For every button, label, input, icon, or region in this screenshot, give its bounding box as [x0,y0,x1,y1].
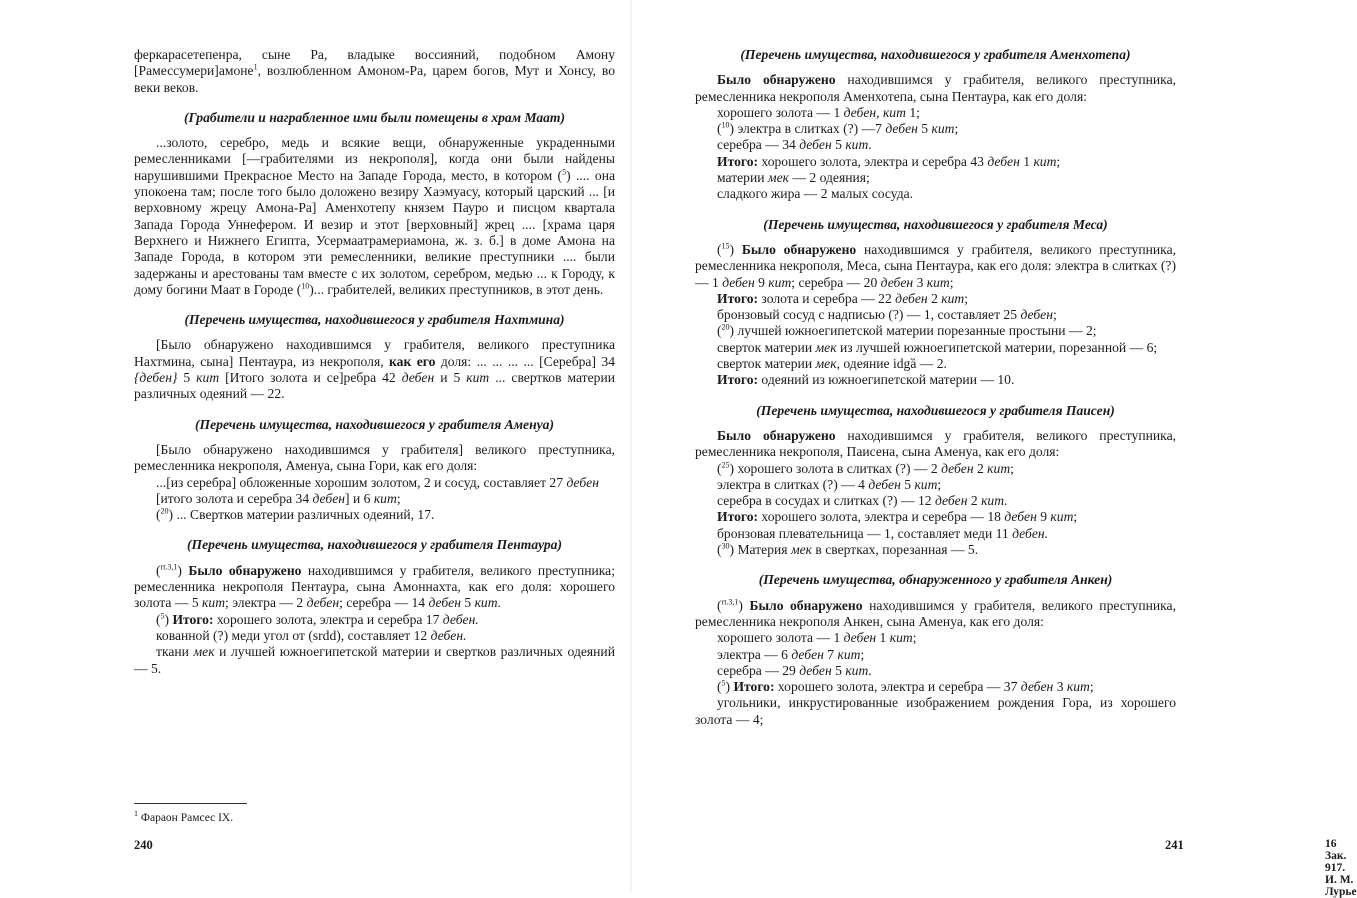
paragraph: [Было обнаружено находившимся у грабителя, великого преступника Нахтмина, сына] Пентаура, из некрополя, как его доля: ... ... ... ... [Серебра] 34 {дебен} 5 кит [Итого золота и се]ребра 42 дебен и 5 кит ... свертков материи различных одеяний — 22. [134,337,616,402]
section-heading: (Перечень имущества, находившегося у грабителя Пентаура) [187,537,562,553]
list-item: сверток материи мек, одеяние idgȁ — 2. [717,356,947,372]
list-item: бронзовый сосуд с надписью (?) — 1, составляет 25 дебен; [717,307,1057,323]
list-item: ($^5$) Итого: хорошего золота, электра и серебра — 37 дебен 3 кит; [717,678,1094,695]
paragraph: [Было обнаружено находившимся у грабителя] великого преступника, ремесленника некрополя, Аменуа, сына Гори, как его доля: [134,441,615,474]
left-text-column [134,47,615,677]
list-item: ($^{10}$) электра в слитках (?) —7 дебен 5 кит; [717,120,959,137]
list-item: материи мек — 2 одеяния; [717,170,870,186]
list-item: электра в слитках (?) — 4 дебен 5 кит; [717,476,942,492]
paragraph: феркарасетепенра, сыне Ра, владыке воссияний, подобном Амону [Рамессумери]амоне$^1$, возлюбленном Амоном-Ра, царем богов, Мут и Хонсу, во веки веков. [134,47,615,95]
list-item: [итого золота и серебра 34 дебен] и 6 кит; [156,490,401,506]
item-list [695,105,1176,203]
list-item: электра — 6 дебен 7 кит; [717,646,865,662]
list-item: серебра — 29 дебен 5 кит. [717,662,872,678]
item-list [695,356,1176,389]
item-list [695,291,1176,340]
list-item: Итого: хорошего золота, электра и серебра — 18 дебен 9 кит; [717,509,1078,525]
list-item: серебра в сосудах и слитках (?) — 12 дебен 2 кит. [717,493,1008,509]
section-heading: (Перечень имущества, находившегося у грабителя Аменхотепа) [740,47,1131,62]
section-heading: (Перечень имущества, находившегося у грабителя Нахтмина) [184,312,565,328]
paragraph: Было обнаружено находившимся у грабителя, великого преступника, ремесленника некрополя, Паисена, сына Аменуа, как его доля: [695,427,1177,460]
list-item: кованной (?) меди угол от (srdd), составляет 12 дебен. [156,627,467,643]
list-item: хорошего золота — 1 дебен, кит 1; [717,104,920,120]
list-item: Итого: золота и серебра — 22 дебен 2 кит; [717,290,969,306]
paragraph: ($^{rt.3,1}$) Было обнаружено находившимся у грабителя, великого преступника; ремесленника некрополя Пентаура, сына Амоннахта, как его доля: хорошего золота — 5 кит; электра — 2 дебен; серебра — 14 дебен 5 кит. [134,562,615,611]
paragraph: угольники, инкрустированные изображением рождения Гора, из хорошего золота — 4; [695,695,1176,727]
item-list [695,630,1176,695]
item-list [134,475,615,524]
section-heading: (Перечень имущества, обнаруженного у грабителя Анкен) [758,572,1113,588]
page-number-left: 240 [134,838,153,852]
paragraph: ...золото, серебро, медь и всякие вещи, обнаруженные украденными ремесленниками [—грабителями из некрополя], когда они были найдены нарушившими Прекрасное Место на Западе Города, место, в котором ($^5$) .... она упокоена там; после того было доложено везиру Хаэмуасу, который царский ... [и верховному жрецу Амона-Ра] Аменхотепу князем Пауро и писцом квартала Запада Города Уннефером. И везир и этот [верховный] жрец .... [храма царя Верхнего и Нижнего Египта, Усермаатрамериамона, ж. з. б.] в доме Амона на Западе Города, в котором эти ремесленники, великие преступники .... были задержаны и арестованы там вместе с их золотом, серебром, медью ... к Городу, к дому богини Маат в Городе ($^{10}$)... грабителей, великих преступников, в этот день. [134,135,615,297]
list-item: Итого: хорошего золота, электра и серебра 43 дебен 1 кит; [717,153,1061,169]
section-heading: (Грабители и награбленное ими были помещены в храм Маат) [183,109,566,125]
paragraph: ткани мек и лучшей южноегипетской материи и свертков различных одеяний — 5. [134,644,615,676]
list-item: бронзовая плевательница — 1, составляет меди 11 дебен. [717,525,1049,541]
paragraph: сверток материи мек из лучшей южноегипетской материи, порезанной — 6; [717,339,1158,355]
book-gutter [630,0,632,893]
list-item: ($^{20}$) лучшей южноегипетской материи порезанные простыни — 2; [717,322,1097,339]
item-list [134,612,615,645]
right-text-column [695,47,1176,728]
list-item: хорошего золота — 1 дебен 1 кит; [717,630,917,646]
list-item: ($^{25}$) хорошего золота в слитках (?) — 2 дебен 2 кит; [717,460,1014,476]
section-heading: (Перечень имущества, находившегося у грабителя Паисен) [756,402,1115,418]
list-item: ...[из серебра] обложенные хорошим золотом, 2 и сосуд, составляет 27 дебен [156,474,599,490]
page-number-right: 241 [1165,838,1184,852]
paragraph: ($^{15}$) Было обнаружено находившимся у грабителя, великого преступника, ремесленника некрополя, Меса, сына Пентаура, как его доля: электра в слитках (?) — 1 дебен 9 кит; серебра — 20 дебен 3 кит; [695,241,1176,290]
list-item: ($^{20}$) ... Свертков материи различных одеяний, 17. [156,506,435,523]
section-heading: (Перечень имущества, находившегося у грабителя Аменуа) [195,416,554,432]
item-list [695,461,1176,559]
footnote-rule [134,803,247,804]
list-item: ($^{30}$) Материя мек в свертках, порезанная — 5. [717,541,979,558]
list-item: серебра — 34 дебен 5 кит. [717,137,872,153]
paragraph: ($^{rt.3,1}$) Было обнаружено находившимся у грабителя, великого преступника, ремесленника некрополя Анкен, сына Аменуа, как его доля: [695,597,1176,629]
footnote: $^1$ Фараон Рамсес IX. [134,809,234,824]
section-heading: (Перечень имущества, находившегося у грабителя Меса) [763,216,1108,232]
printer-signature: 16 Зак. 917. И. М. Лурье [1325,838,1357,898]
list-item: Итого: одеяний из южноегипетской материи — 10. [717,372,1015,388]
list-item: сладкого жира — 2 малых сосуда. [717,186,914,202]
list-item: ($^5$) Итого: хорошего золота, электра и серебра 17 дебен. [156,611,479,627]
paragraph: Было обнаружено находившимся у грабителя, великого преступника, ремесленника некрополя Аменхотепа, сына Пентаура, как его доля: [695,72,1177,104]
